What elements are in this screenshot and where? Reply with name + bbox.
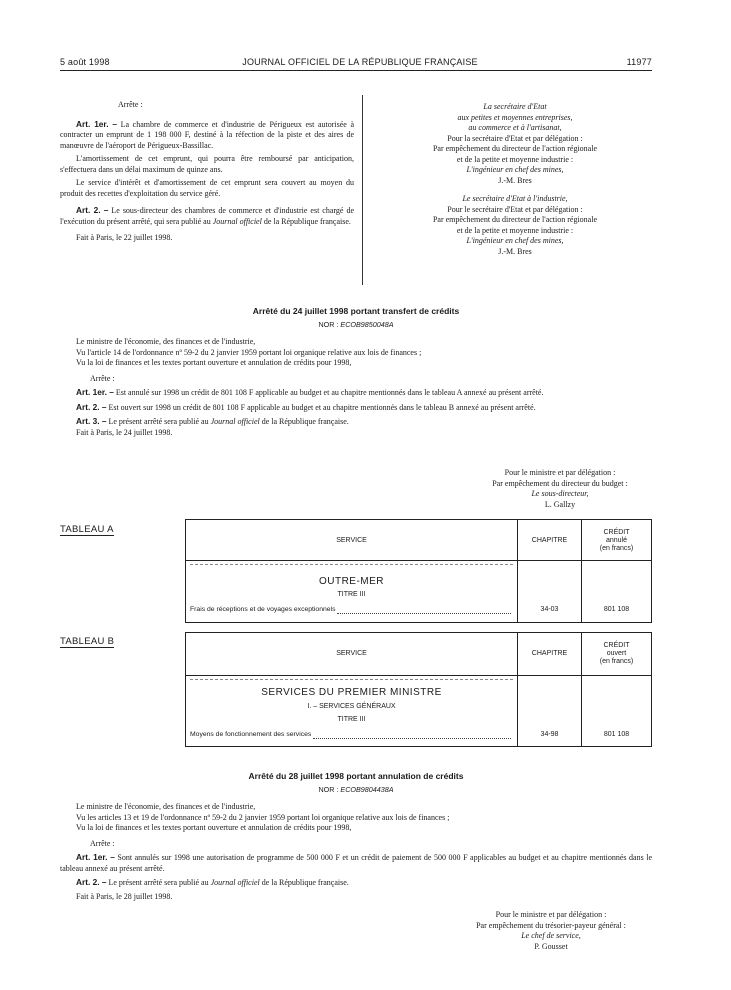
decree-1-body	[60, 337, 652, 438]
decree-2-article-2-text-end: de la République française.	[259, 878, 349, 887]
decree-2-article-1	[60, 852, 652, 874]
article-2-text-end: de la République française.	[261, 216, 351, 226]
column-divider	[362, 95, 363, 285]
credit-header-line: CRÉDIT	[603, 529, 630, 536]
tableau-b-label	[60, 636, 114, 647]
credit-header-line: (en francs)	[599, 658, 634, 665]
decree-2-article-2	[60, 877, 652, 889]
decree-1-vu-1: Vu l'article 14 de l'ordonnance nº 59-2 du 2 janvier 1959 portant loi organique relative aux lois de finances ;	[76, 347, 422, 357]
fait-a-paris: Fait à Paris, le 22 juillet 1998.	[76, 233, 173, 242]
decree-2-title: Arrêté du 28 juillet 1998 portant annulation de crédits	[248, 771, 464, 781]
tableau-b-row-credit: 801 108	[603, 731, 630, 738]
decree-2-signature	[420, 910, 682, 952]
nor-code: ECOB9850048A	[340, 320, 394, 329]
decree-1-article-1-text: Est annulé sur 1998 un crédit de 801 108 F applicable au budget et au chapitre mentionnés dans le tableau A annexé au présent arrêté.	[115, 388, 544, 397]
tableau-b-col-chapitre: CHAPITRE	[531, 650, 568, 657]
decree-2-article-2-text: Le présent arrêté sera publié au	[108, 878, 211, 887]
article-1-text: La chambre de commerce et d'industrie de Périgueux est autorisée à contracter un emprunt de 1 198 000 F, destiné à la réfection de la piste et des aires de manœuvre de l'aéroport de Périgueux-Bassillac.	[60, 119, 355, 150]
decree-1-article-3-label: Art. 3. –	[76, 416, 107, 426]
arrete-label: Arrête :	[118, 100, 143, 109]
decree-2-article-1-label: Art. 1er. –	[76, 852, 115, 862]
signature-line: Pour la secrétaire d'Etat et par délégation :	[447, 133, 583, 143]
tableau-a-dash	[190, 564, 513, 565]
decree-1-article-2	[60, 402, 652, 414]
nor-code: ECOB9804438A	[340, 785, 394, 794]
signature-line: J.-M. Bres	[498, 246, 532, 256]
article-2-label: Art. 2. –	[76, 205, 109, 215]
signature-line: Pour le secrétaire d'Etat et par délégation :	[447, 204, 583, 214]
decree-1-article-3-text: Le présent arrêté sera publié au	[108, 417, 211, 426]
decree-1-article-1	[60, 387, 652, 399]
credit-header-line: ouvert	[606, 650, 627, 657]
header-page-number: 11977	[626, 57, 652, 67]
decree-1-fait: Fait à Paris, le 24 juillet 1998.	[76, 427, 173, 437]
tableau-b	[185, 632, 652, 747]
signature-line: Par empêchement du directeur du budget :	[492, 478, 628, 488]
decree-1-article-3	[60, 416, 652, 428]
tableau-b-label-text: TABLEAU B	[60, 636, 115, 647]
left-column	[60, 100, 354, 244]
decree-2-body	[60, 802, 652, 902]
decree-1-intro: Le ministre de l'économie, des finances et de l'industrie,	[76, 337, 256, 346]
journal-officiel-ref: Journal officiel	[210, 417, 260, 426]
decree-2-article-2-label: Art. 2. –	[76, 877, 107, 887]
journal-officiel-ref: Journal officiel	[212, 216, 262, 226]
signature-line: La secrétaire d'Etat	[483, 102, 547, 111]
dotted-leader	[337, 613, 511, 614]
tableau-b-col-credit	[582, 642, 651, 666]
decree-1-signature	[440, 468, 680, 510]
tableau-a-row-credit: 801 108	[603, 606, 630, 613]
signature-line: et de la petite et moyenne industrie :	[456, 154, 574, 164]
signature-line: J.-M. Bres	[498, 175, 532, 185]
signature-line: L. Gallzy	[544, 499, 576, 509]
tableau-a-titre: TITRE III	[337, 591, 366, 598]
decree-2-arrete: Arrête :	[90, 838, 115, 848]
signature-line: Le chef de service,	[521, 931, 581, 940]
paragraph-service: Le service d'intérêt et d'amortissement de cet emprunt sera couvert au moyen du produit des recettes d'exploitation du service géré.	[60, 178, 354, 198]
decree-2-vu-1: Vu les articles 13 et 19 de l'ordonnance nº 59-2 du 2 janvier 1959 portant loi organique relative aux lois de finances ;	[76, 812, 450, 822]
header-journal-title: JOURNAL OFFICIEL DE LA RÉPUBLIQUE FRANÇAISE	[242, 57, 478, 67]
signature-line: L'ingénieur en chef des mines,	[466, 236, 564, 245]
decree-2-vu-2: Vu la loi de finances et les textes portant ouverture et annulation de crédits pour 1998,	[76, 823, 352, 832]
tableau-b-dash	[190, 679, 513, 680]
decree-2-intro: Le ministre de l'économie, des finances et de l'industrie,	[76, 802, 256, 811]
nor-label: NOR :	[318, 785, 341, 794]
credit-header-line: annulé	[605, 537, 628, 544]
tableau-b-col-service: SERVICE	[336, 650, 367, 657]
paragraph-amortissement: L'amortissement de cet emprunt, qui pourra être remboursé par anticipation, s'effectuera dans un délai maximum de quinze ans.	[60, 154, 354, 174]
decree-1-title: Arrêté du 24 juillet 1998 portant transfert de crédits	[252, 306, 460, 316]
signature-line: Le sous-directeur,	[531, 489, 589, 498]
right-column	[378, 102, 652, 257]
decree-1-article-2-text: Est ouvert sur 1998 un crédit de 801 108 F applicable au budget et au chapitre mentionnés dans le tableau B annexé au présent arrêté.	[108, 402, 536, 412]
decree-2-nor	[60, 785, 652, 794]
tableau-a-row-chapitre: 34-03	[540, 606, 559, 613]
header-rule	[60, 70, 652, 71]
tableau-a	[185, 519, 652, 623]
decree-1-arrete: Arrête :	[90, 373, 115, 383]
header-date: 5 août 1998	[60, 57, 110, 67]
decree-2-article-1-text: Sont annulés sur 1998 une autorisation de programme de 500 000 F et un crédit de paiement de 500 000 F applicables au budget et au chapitre mentionnés dans le tableau annexé au présent arrêté.	[60, 853, 653, 873]
tableau-b-titre: TITRE III	[337, 716, 366, 723]
signature-line: Par empêchement du directeur de l'action régionale	[432, 144, 598, 153]
article-2-text: Le sous-directeur des chambres de commerce et d'industrie est chargé de l'exécution du présent arrêté, qui sera publié au	[60, 206, 354, 226]
signature-line: Le secrétaire d'Etat à l'industrie,	[462, 194, 568, 203]
credit-header-line: (en francs)	[599, 545, 634, 552]
credit-header-line: CRÉDIT	[603, 642, 630, 649]
signature-line: au commerce et à l'artisanat,	[468, 123, 562, 132]
nor-label: NOR :	[318, 320, 341, 329]
signature-line: et de la petite et moyenne industrie :	[456, 225, 574, 235]
tableau-a-label-text: TABLEAU A	[60, 524, 114, 535]
decree-1-article-1-label: Art. 1er. –	[76, 387, 114, 397]
signature-line: Par empêchement du trésorier-payeur général :	[476, 920, 626, 930]
decree-1-article-2-label: Art. 2. –	[76, 401, 107, 412]
article-1-label: Art. 1er. –	[76, 118, 118, 129]
tableau-a-col-service: SERVICE	[336, 537, 367, 544]
signature-line: aux petites et moyennes entreprises,	[457, 112, 573, 122]
signature-line: L'ingénieur en chef des mines,	[466, 165, 564, 174]
tableau-a-col-chapitre: CHAPITRE	[531, 537, 568, 544]
tableau-b-section: SERVICES DU PREMIER MINISTRE	[261, 687, 442, 698]
dotted-leader	[313, 738, 511, 739]
decree-2-fait: Fait à Paris, le 28 juillet 1998.	[76, 891, 173, 901]
signature-line: P. Gousset	[534, 941, 568, 951]
signature-block-1	[378, 102, 652, 186]
tableau-a-row-label: Frais de réceptions et de voyages exceptionnels	[190, 606, 336, 613]
signature-line: Par empêchement du directeur de l'action régionale	[432, 215, 598, 224]
signature-block-2	[378, 194, 652, 257]
decree-1-nor	[60, 320, 652, 329]
tableau-b-subsection: I. – SERVICES GÉNÉRAUX	[307, 703, 396, 710]
tableau-b-row-chapitre: 34-98	[540, 731, 559, 738]
decree-1-article-3-text-end: de la République française.	[259, 417, 349, 426]
article-2	[60, 205, 354, 227]
tableau-a-label	[60, 524, 114, 535]
tableau-a-col-credit	[582, 529, 651, 553]
tableau-b-row-label: Moyens de fonctionnement des services	[190, 731, 312, 738]
decree-1-vu-2: Vu la loi de finances et les textes portant ouverture et annulation de crédits pour 1998,	[76, 358, 352, 367]
journal-officiel-ref: Journal officiel	[210, 878, 260, 887]
signature-line: Pour le ministre et par délégation :	[495, 910, 607, 919]
article-1	[60, 119, 354, 152]
tableau-a-section: OUTRE-MER	[318, 576, 385, 587]
signature-line: Pour le ministre et par délégation :	[504, 468, 616, 477]
